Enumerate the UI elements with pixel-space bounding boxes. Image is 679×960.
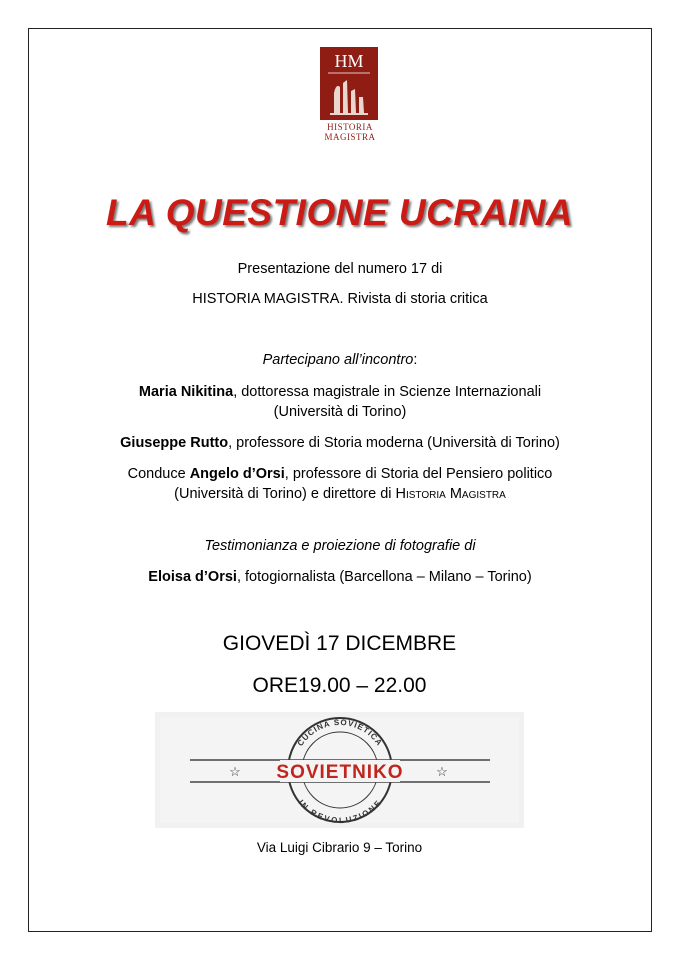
participants-heading-colon: : — [413, 352, 418, 368]
logo-name-line2: MAGISTRA — [324, 132, 376, 142]
testimony-heading — [60, 538, 620, 554]
moderator-line-2 — [60, 486, 620, 502]
sovietniko-ring-bottom: IN REVOLUZIONE — [296, 798, 384, 826]
participant-2-desc: , professore di Storia moderna (Università di Torino) — [228, 435, 560, 451]
testimony-heading-text: Testimonianza e proiezione di fotografie di — [204, 538, 476, 554]
photographer-desc: , fotogiornalista (Barcellona – Milano – Torino) — [236, 569, 532, 585]
moderator-desc: , professore di Storia del Pensiero politico — [284, 466, 553, 482]
participant-1 — [60, 384, 620, 400]
participant-2-name: Giuseppe Rutto — [120, 435, 229, 451]
star-right-icon: ☆ — [436, 764, 448, 779]
historia-magistra-logo — [320, 47, 378, 120]
participant-1-affiliation: (Università di Torino) — [273, 404, 407, 420]
participant-2 — [60, 435, 620, 451]
event-date: GIOVEDÌ 17 DICEMBRE — [222, 632, 457, 655]
participant-1-desc: , dottoressa magistrale in Scienze Internazionali — [233, 384, 542, 400]
moderator-name: Angelo d’Orsi — [189, 466, 285, 482]
moderator — [60, 466, 620, 482]
participants-heading-text: Partecipano all’incontro — [262, 352, 414, 368]
moderator-prefix: Conduce — [127, 466, 190, 482]
logo-graphic — [320, 47, 378, 120]
subtitle-line-1: Presentazione del numero 17 di — [237, 261, 443, 277]
moderator-affiliation: (Università di Torino) e direttore di — [174, 486, 396, 502]
moderator-journal: Historia Magistra — [395, 486, 506, 502]
sovietniko-ring-top: CUCINA SOVIETICA — [295, 717, 385, 748]
logo-monogram: HM — [334, 51, 364, 71]
star-left-icon: ☆ — [229, 764, 241, 779]
logo-caption — [300, 122, 400, 142]
photographer — [60, 569, 620, 585]
subtitle-line-2: HISTORIA MAGISTRA. Rivista di storia critica — [192, 291, 488, 307]
photographer-name: Eloisa d’Orsi — [148, 569, 237, 585]
participant-1-name: Maria Nikitina — [138, 384, 234, 400]
event-time: ORE19.00 – 22.00 — [252, 674, 427, 697]
event-title: LA QUESTIONE UCRAINA — [105, 192, 574, 233]
participants-heading — [60, 352, 620, 368]
sovietniko-graphic — [155, 712, 524, 828]
sovietniko-name: SOVIETNIKO — [276, 762, 404, 783]
logo-name-line1: HISTORIA — [327, 122, 373, 132]
sovietniko-logo — [155, 712, 524, 828]
venue-address: Via Luigi Cibrario 9 – Torino — [256, 840, 423, 855]
